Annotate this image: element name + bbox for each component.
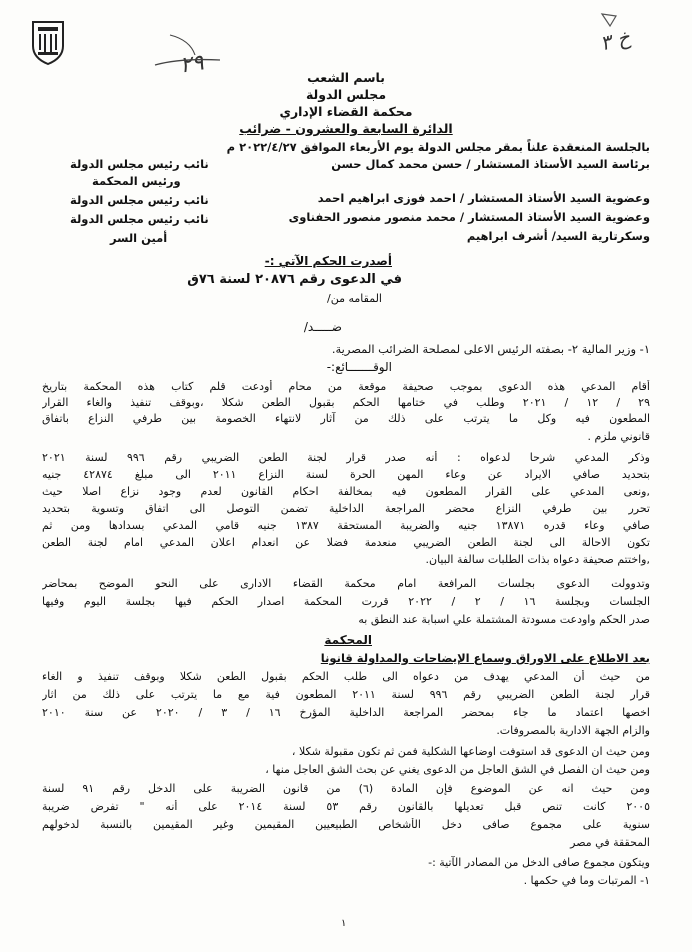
body-line: ١- المرتبات وما في حكمها . — [523, 874, 650, 887]
after-review-line: بعد الاطلاع على الاوراق وسماع الإيضاحات والمداولة قانونا — [320, 651, 650, 665]
page-number: ١ — [341, 918, 347, 929]
body-line: تحرر بين طرفي النزاع محضر المراجعة الداخلية تضمن التوصل الى اتفاق وتسوية بتحديد — [42, 502, 650, 515]
body-line: ,واختتم صحيفة دعواه بذات الطلبات سالفة البيان. — [425, 553, 650, 566]
handwritten-note-right: خ ٣ — [597, 24, 633, 56]
body-line: تكون الاحالة الى لجنة الطعن الضريبي منعدمة فضلا عن انعدام اعلان المدعي امام لجنة الطعن — [42, 536, 650, 549]
title-vice-president-3: نائب رئيس مجلس الدولة — [70, 212, 209, 226]
member-2-line: وعضوية السيد الأستاذ المستشار / محمد منصور منصور الحفناوى — [288, 210, 650, 224]
body-line: ,ونعى المدعي على القرار المطعون فيه بمخالفة احكام القانون لعدم وجود نزاع اصلا حيث — [42, 485, 650, 498]
body-line: ومن حيث ان الدعوى قد استوفت اوضاعها الشكلية فمن ثم تكون مقبولة شكلا ، — [291, 745, 650, 758]
body-line: صافي وعاء قدره ١٣٨٧١ جنيه والضريبة المستحقة ١٣٨٧ جنيه قامي المدعي بسدادها ومن ثم — [42, 519, 650, 532]
body-line: المحققة في مصر — [570, 836, 650, 849]
body-line: ٢٩ / ١٢ / ٢٠٢١ وطلب في ختامها الحكم بقبول الطعن شكلا ،وبوقف تنفيذ والغاء القرار — [42, 396, 650, 409]
case-number: في الدعوى رقم ٢٠٨٧٦ لسنة ٧٦ق — [187, 272, 402, 287]
body-line: والزام الجهة الادارية بالمصروفات. — [496, 724, 650, 737]
member-1-line: وعضوية السيد الأستاذ المستشار / احمد فوزى ابراهيم احمد — [317, 191, 650, 205]
court-heading: المحكمة — [324, 633, 372, 647]
body-line: ومن حيث ان الفصل في الشق العاجل من الدعوى يغني عن بحث الشق العاجل منها ، — [265, 763, 650, 776]
body-line: وتدوولت الدعوى بجلسات المرافعة امام محكمة القضاء الادارى على النحو الموضح بمحاضر — [42, 577, 650, 590]
body-line: المطعون فيه وكل ما يترتب على ذلك من آثار لانتهاء الخصومة بين طرفي النزاع باتفاق — [42, 412, 650, 425]
header-council: مجلس الدولة — [305, 87, 387, 102]
handwritten-note-left: ٢٩ — [178, 50, 206, 79]
header-court: محكمة القضاء الإداري — [279, 104, 413, 119]
body-line: صدر الحكم واودعت مسودتة المشتملة علي اسبابة عند النطق به — [358, 613, 650, 626]
body-line: من حيث أن المدعي يهدف من دعواه الى طلب الحكم بقبول الطعن شكلا وبوقف تنفيذ و الغاء — [42, 670, 650, 683]
header-circuit: الدائرة السابعة والعشرون - ضرائب — [239, 121, 453, 136]
body-line: اخصها اعتماد ما جاء بمحضر المراجعة الداخلية المؤرخ ١٦ / ٣ / ٢٠٢٠ عن سنة ٢٠١٠ — [42, 706, 650, 719]
defendant-line: ١- وزير المالية ٢- بصفته الرئيس الاعلى لمصلحة الضرائب المصرية. — [331, 342, 650, 356]
body-line: أقام المدعي هذه الدعوى بموجب صحيفة موقعة من محام أودعت قلم كتاب هذه المحكمة بتاريخ — [42, 380, 650, 393]
filed-by: المقامه من/ — [327, 292, 382, 305]
title-court-president: ورئيس المحكمة — [92, 174, 181, 188]
facts-heading: الوقـــــــائع:- — [326, 360, 392, 374]
header-people: باسم الشعب — [307, 70, 385, 85]
body-line: ٢٠٠٥ كانت تنص قبل تعديلها بالقانون رقم ٥٣ لسنة ٢٠١٤ على أنه " تفرض ضريبة — [42, 800, 650, 813]
body-line: قرار لجنة الطعن الضريبي رقم ٩٩٦ لسنة ٢٠١١ المطعون فية مع ما يترتب على ذلك من اثار — [42, 688, 650, 701]
body-line: سنوية على مجموع صافى دخل الأشخاص الطبيعيين المقيمين وغير المقيمين بالنسبة لدخولهم — [42, 818, 650, 831]
ruling-issued: أصدرت الحكم الآتي :- — [264, 254, 392, 268]
body-line: الجلسات وبجلسة ١٦ / ٢ / ٢٠٢٢ قررت المحكمة اصدار الحكم فيها بجلسة اليوم وفيها — [42, 595, 650, 608]
body-line: ويتكون مجموع صافى الدخل من المصادر الآتية :- — [428, 856, 650, 869]
presidency-line: برئاسة السيد الأستاذ المستشار / حسن محمد كمال حسن — [331, 157, 650, 171]
against-label: ضـــــد/ — [303, 320, 342, 334]
body-line: ومن حيث انه عن الموضوع فإن المادة (٦) من قانون الضريبة على الدخل رقم ٩١ لسنة — [42, 782, 650, 795]
council-of-state-logo-icon — [30, 18, 66, 66]
body-line: وذكر المدعي شرحا لدعواه : أنه صدر قرار لجنة الطعن الضريبي رقم ٩٩٦ لسنة ٢٠٢١ — [42, 451, 650, 464]
title-vice-president-2: نائب رئيس مجلس الدولة — [70, 193, 209, 207]
title-secretary: أمين السر — [110, 231, 168, 245]
secretary-line: وسكرتارية السيد/ أشرف ابراهيم — [466, 229, 650, 243]
title-vice-president-1: نائب رئيس مجلس الدولة — [70, 157, 209, 171]
session-line: بالجلسة المنعقدة علناً بمقر مجلس الدولة يوم الأربعاء الموافق ٢٠٢٢/٤/٢٧ م — [226, 140, 650, 154]
body-line: قانوني ملزم . — [587, 430, 650, 443]
handwritten-stroke-icon — [150, 30, 230, 70]
body-line: بتحديد صافي الايراد عن وعاء المهن الحرة لسنة النزاع ٢٠١١ الى مبلغ ٤٢٨٧٤ جنيه — [42, 468, 650, 481]
corner-mark-icon — [600, 12, 620, 28]
